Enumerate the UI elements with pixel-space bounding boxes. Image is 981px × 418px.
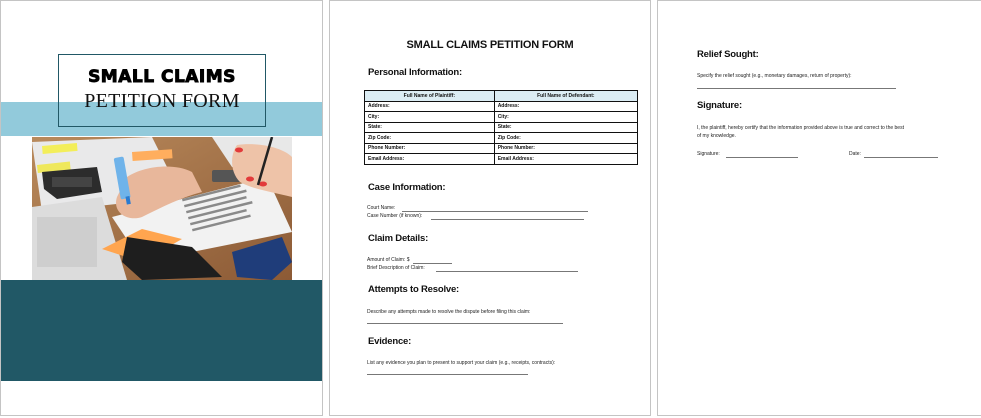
form-title: SMALL CLAIMS PETITION FORM xyxy=(406,39,574,51)
claim-details-heading: Claim Details: xyxy=(368,233,429,244)
defendant-name-cell[interactable]: Full Name of Defendant: xyxy=(494,91,637,102)
attempts-heading: Attempts to Resolve: xyxy=(368,284,460,295)
court-name-label: Court Name: xyxy=(367,205,396,211)
relief-prompt: Specify the relief sought (e.g., monetary damages, return of property): xyxy=(697,73,852,79)
table-row xyxy=(365,112,638,123)
signature-label: Signature: xyxy=(697,151,720,157)
personal-information-table xyxy=(364,90,638,165)
defendant-city-cell[interactable]: City: xyxy=(494,112,637,123)
relief-line[interactable] xyxy=(697,88,896,89)
cover-title-box xyxy=(58,54,266,127)
signature-line[interactable] xyxy=(726,157,798,158)
defendant-address-cell[interactable]: Address: xyxy=(494,101,637,112)
relief-sought-heading: Relief Sought: xyxy=(697,49,759,60)
table-row xyxy=(365,154,638,165)
form-page-2 xyxy=(657,0,981,416)
defendant-phone-cell[interactable]: Phone Number: xyxy=(494,143,637,154)
table-header-row xyxy=(365,91,638,102)
certification-line2: of my knowledge. xyxy=(697,133,736,139)
signature-heading: Signature: xyxy=(697,100,742,111)
table-row xyxy=(365,143,638,154)
cover-title-line1: SMALL CLAIMS xyxy=(88,67,236,87)
table-row xyxy=(365,133,638,144)
plaintiff-name-cell[interactable]: Full Name of Plaintiff: xyxy=(365,91,495,102)
evidence-line[interactable] xyxy=(367,374,528,375)
plaintiff-email-cell[interactable]: Email Address: xyxy=(365,154,495,165)
cover-photo xyxy=(32,137,292,280)
certification-line1: I, the plaintiff, hereby certify that the information provided above is true and correct to the best xyxy=(697,125,904,131)
amount-label: Amount of Claim: $ xyxy=(367,257,410,263)
plaintiff-phone-cell[interactable]: Phone Number: xyxy=(365,143,495,154)
office-desk-photo-icon xyxy=(32,137,292,280)
table-row xyxy=(365,101,638,112)
attempts-prompt: Describe any attempts made to resolve the dispute before filing this claim: xyxy=(367,309,531,315)
case-number-line[interactable] xyxy=(431,219,584,220)
claim-description-line[interactable] xyxy=(436,271,578,272)
cover-page xyxy=(0,0,323,416)
claim-description-label: Brief Description of Claim: xyxy=(367,265,425,271)
plaintiff-state-cell[interactable]: State: xyxy=(365,122,495,133)
table-row xyxy=(365,122,638,133)
form-page-1 xyxy=(329,0,651,416)
defendant-email-cell[interactable]: Email Address: xyxy=(494,154,637,165)
defendant-state-cell[interactable]: State: xyxy=(494,122,637,133)
defendant-zip-cell[interactable]: Zip Code: xyxy=(494,133,637,144)
date-line[interactable] xyxy=(864,157,938,158)
personal-information-heading: Personal Information: xyxy=(368,67,462,78)
plaintiff-city-cell[interactable]: City: xyxy=(365,112,495,123)
amount-line[interactable] xyxy=(413,263,452,264)
case-number-label: Case Number (if known): xyxy=(367,213,423,219)
date-label: Date: xyxy=(849,151,861,157)
attempts-line[interactable] xyxy=(367,323,563,324)
cover-title-line2: PETITION FORM xyxy=(84,90,240,112)
court-name-line[interactable] xyxy=(402,211,588,212)
case-information-heading: Case Information: xyxy=(368,182,446,193)
dark-teal-band xyxy=(1,280,322,381)
plaintiff-zip-cell[interactable]: Zip Code: xyxy=(365,133,495,144)
evidence-prompt: List any evidence you plan to present to support your claim (e.g., receipts, contracts): xyxy=(367,360,556,366)
evidence-heading: Evidence: xyxy=(368,336,412,347)
plaintiff-address-cell[interactable]: Address: xyxy=(365,101,495,112)
